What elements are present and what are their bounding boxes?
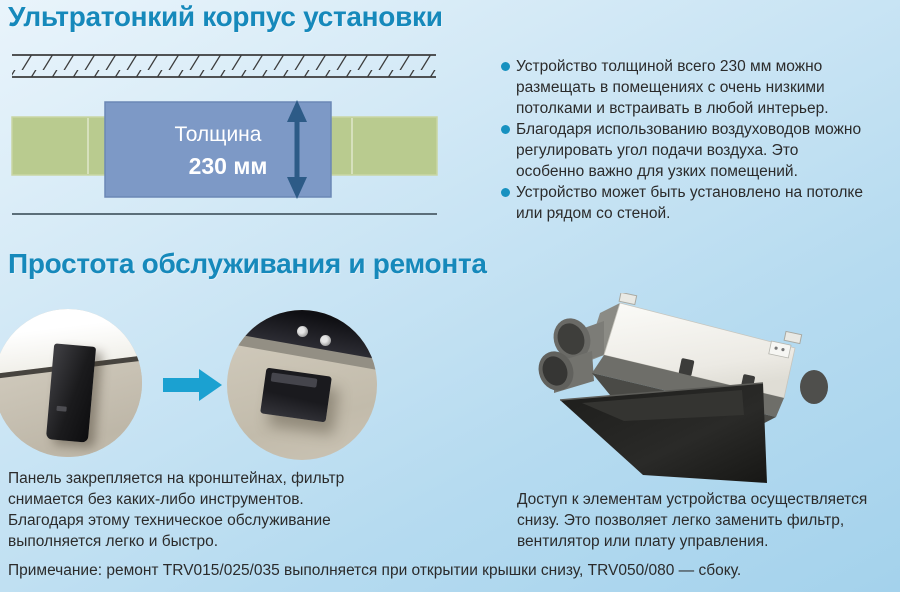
bullet-dot-icon xyxy=(501,125,510,134)
bullet-dot-icon xyxy=(501,62,510,71)
photo-bracket-open xyxy=(227,310,377,460)
arrow-right-icon xyxy=(163,369,223,401)
screw-icon xyxy=(297,326,308,337)
screw-icon xyxy=(320,335,331,346)
mounting-tab xyxy=(619,293,637,305)
list-item xyxy=(516,182,868,224)
ceiling-hatch xyxy=(12,55,436,77)
list-item xyxy=(516,56,868,119)
list-item xyxy=(516,119,868,182)
bullet-text: Устройство толщиной всего 230 мм можно размещать в помещениях с очень низкими потолками и встраивать в любой интерьер. xyxy=(516,58,829,117)
duct-spigot xyxy=(800,370,828,404)
thickness-label: Толщина xyxy=(174,123,262,146)
thickness-value: 230 мм xyxy=(188,153,268,179)
caption-bottom-access: Доступ к элементам устройства осуществляется снизу. Это позволяет легко заменить фильтр, вентилятор или плату управления. xyxy=(517,491,868,550)
thickness-diagram xyxy=(0,48,450,223)
feature-bullet-list xyxy=(516,56,868,224)
bracket-open xyxy=(260,368,332,423)
bullet-dot-icon xyxy=(501,188,510,197)
bullet-text: Благодаря использованию воздуховодов можно регулировать угол подачи воздуха. Это особенно важно для узких помещений. xyxy=(516,121,862,180)
bullet-text: Устройство может быть установлено на потолке или рядом со стеной. xyxy=(516,184,863,222)
caption-panel-brackets: Панель закрепляется на кронштейнах, фильтр снимается без каких-либо инструментов. Благодаря этому техническое обслуживание выполняется легко и быстро. xyxy=(8,470,345,550)
duct-left xyxy=(12,117,106,175)
mounting-tab xyxy=(784,331,802,343)
device-body xyxy=(105,100,331,199)
device-render xyxy=(492,293,892,498)
footnote: Примечание: ремонт TRV015/025/035 выполняется при открытии крышки снизу, TRV050/080 — сбоку. xyxy=(8,562,742,579)
section-title-thin-body: Ультратонкий корпус установки xyxy=(8,1,443,32)
bracket-clip xyxy=(46,343,96,442)
section-title-service: Простота обслуживания и ремонта xyxy=(8,248,487,279)
duct-right xyxy=(330,117,437,175)
photo-bracket-closed xyxy=(0,309,142,457)
